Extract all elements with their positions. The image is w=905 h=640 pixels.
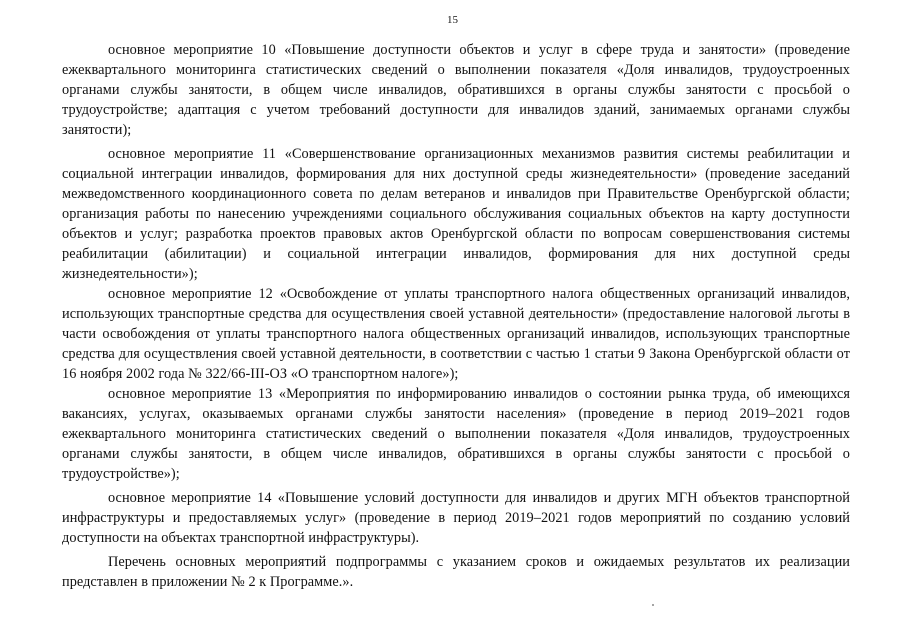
paragraph-measure-10: основное мероприятие 10 «Повышение доступности объектов и услуг в сфере труда и занятости» (проведение ежеквартального мониторинга статистических сведений о выполнении показателя «Доля инвалидов, трудоустроенных органами службы занятости, в общем числе инвалидов, обратившихся в органы службы занятости с просьбой о трудоустройстве; адаптация с учетом требований доступности для инвалидов зданий, занимаемых органами службы занятости); — [62, 42, 850, 138]
paragraph-measure-12: основное мероприятие 12 «Освобождение от уплаты транспортного налога общественных организаций инвалидов, использующих транспортные средства для осуществления своей уставной деятельности» (предоставление налоговой льготы в части освобождения от уплаты транспортного налога общественных организаций инвалидов, использующих транспортные средства для осуществления своей уставной деятельности, в соответствии с частью 1 статьи 9 Закона Оренбургской области от 16 ноября 2002 года № 322/66-III-ОЗ «О транспортном налоге»); — [62, 286, 850, 382]
page-number: 15 — [447, 14, 458, 26]
paragraph-summary: Перечень основных мероприятий подпрограммы с указанием сроков и ожидаемых результатов их реализации представлен в приложении № 2 к Программе.». — [62, 554, 850, 590]
scan-speck — [652, 604, 654, 606]
paragraph-measure-13: основное мероприятие 13 «Мероприятия по информированию инвалидов о состоянии рынка труда, об имеющихся вакансиях, услугах, оказываемых органами службы занятости населения» (проведение в период 2019–2021 годов ежеквартального мониторинга статистических сведений о выполнении показателя «Доля инвалидов, трудоустроенных органами службы занятости, в общем числе инвалидов, обратившихся в органы службы занятости с просьбой о трудоустройстве»); — [62, 386, 850, 482]
paragraph-measure-11: основное мероприятие 11 «Совершенствование организационных механизмов развития системы реабилитации и социальной интеграции инвалидов, формирования для них доступной среды жизнедеятельности» (проведение заседаний межведомственного координационного совета по делам ветеранов и инвалидов при Правительстве Оренбургской области; организация работы по нанесению учреждениями социального обслуживания социальных объектов на карту доступности объектов и услуг; разработка проектов правовых актов Оренбургской области по вопросам совершенствования системы реабилитации (абилитации) и социальной интеграции инвалидов, формирования для них доступной среды жизнедеятельности»); — [62, 146, 850, 282]
document-body — [62, 40, 850, 592]
paragraph-measure-14: основное мероприятие 14 «Повышение условий доступности для инвалидов и других МГН объектов транспортной инфраструктуры и предоставляемых услуг» (проведение в период 2019–2021 годов мероприятий по созданию условий доступности на объектах транспортной инфраструктуры). — [62, 490, 850, 546]
